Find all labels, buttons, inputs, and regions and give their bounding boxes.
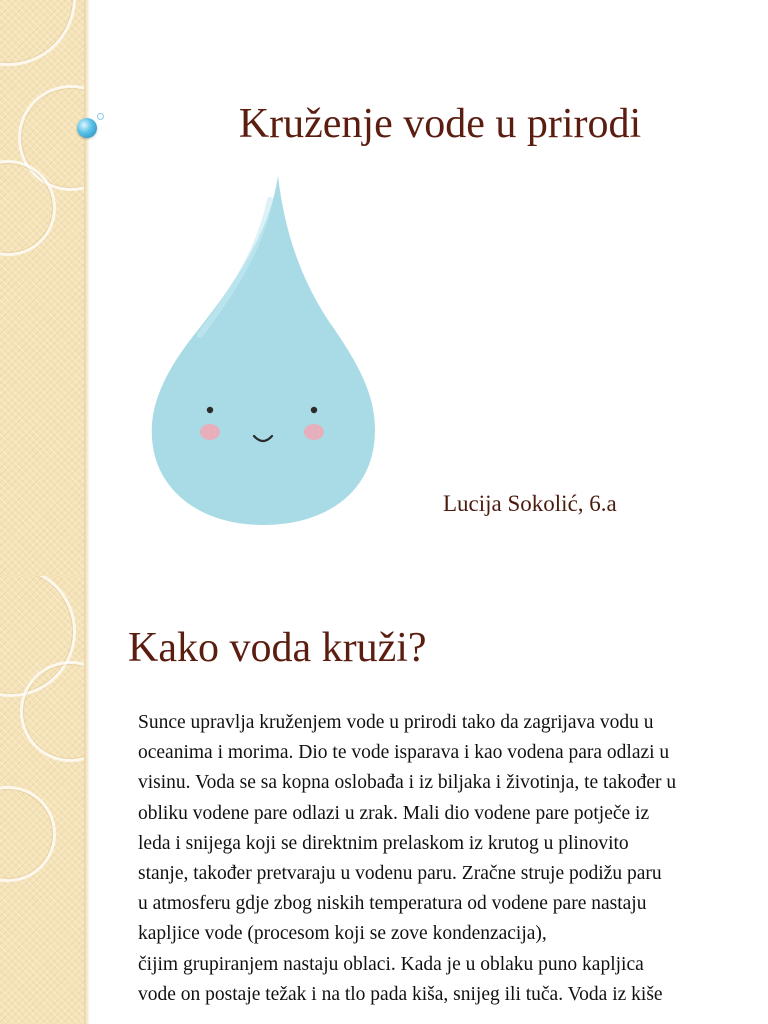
decorative-sidebar bbox=[0, 576, 84, 1024]
paragraph-line: visinu. Voda se sa kopna oslobađa i iz biljaka i životinja, te također u bbox=[138, 772, 677, 794]
decorative-ring bbox=[0, 786, 56, 882]
sidebar-edge bbox=[84, 0, 90, 576]
paragraph-line: kapljice vode (procesom koji se zove kondenzacija), bbox=[138, 923, 547, 945]
right-eye bbox=[311, 407, 317, 413]
water-drop-illustration bbox=[120, 160, 410, 530]
left-cheek bbox=[200, 424, 220, 440]
paragraph-line: obliku vodene pare odlazi u zrak. Mali dio vodene pare potječe iz bbox=[138, 802, 650, 824]
paragraph-line: stanje, također pretvaraju u vodenu paru. Zračne struje podižu paru bbox=[138, 863, 662, 885]
decorative-sidebar bbox=[0, 0, 84, 576]
slide-title: Kruženje vode u prirodi bbox=[238, 101, 642, 147]
paragraph-line: vode on postaje težak i na tlo pada kiša, snijeg ili tuča. Voda iz kiše bbox=[138, 983, 663, 1005]
sidebar-edge bbox=[84, 576, 90, 1024]
left-eye bbox=[207, 407, 213, 413]
paragraph-line: u atmosferu gdje zbog niskih temperatura od vodene pare nastaju bbox=[138, 893, 647, 915]
blue-bead-icon bbox=[77, 118, 97, 138]
paragraph-line: oceanima i morima. Dio te vode isparava i kao vodena para odlazi u bbox=[138, 742, 670, 764]
decorative-ring bbox=[0, 0, 76, 66]
paragraph-line: čijim grupiranjem nastaju oblaci. Kada je u oblaku puno kapljica bbox=[138, 953, 644, 975]
section-heading: Kako voda kruži? bbox=[128, 625, 427, 671]
right-cheek bbox=[304, 424, 324, 440]
small-bead-icon bbox=[97, 113, 104, 120]
paragraph-line: leda i snijega koji se direktnim prelaskom iz krutog u plinovito bbox=[138, 832, 629, 854]
author-line: Lucija Sokolić, 6.a bbox=[443, 491, 617, 516]
paragraph-line: Sunce upravlja kruženjem vode u prirodi tako da zagrijava vodu u bbox=[138, 712, 654, 733]
body-paragraph bbox=[138, 708, 738, 1010]
content-slide bbox=[0, 576, 768, 1024]
